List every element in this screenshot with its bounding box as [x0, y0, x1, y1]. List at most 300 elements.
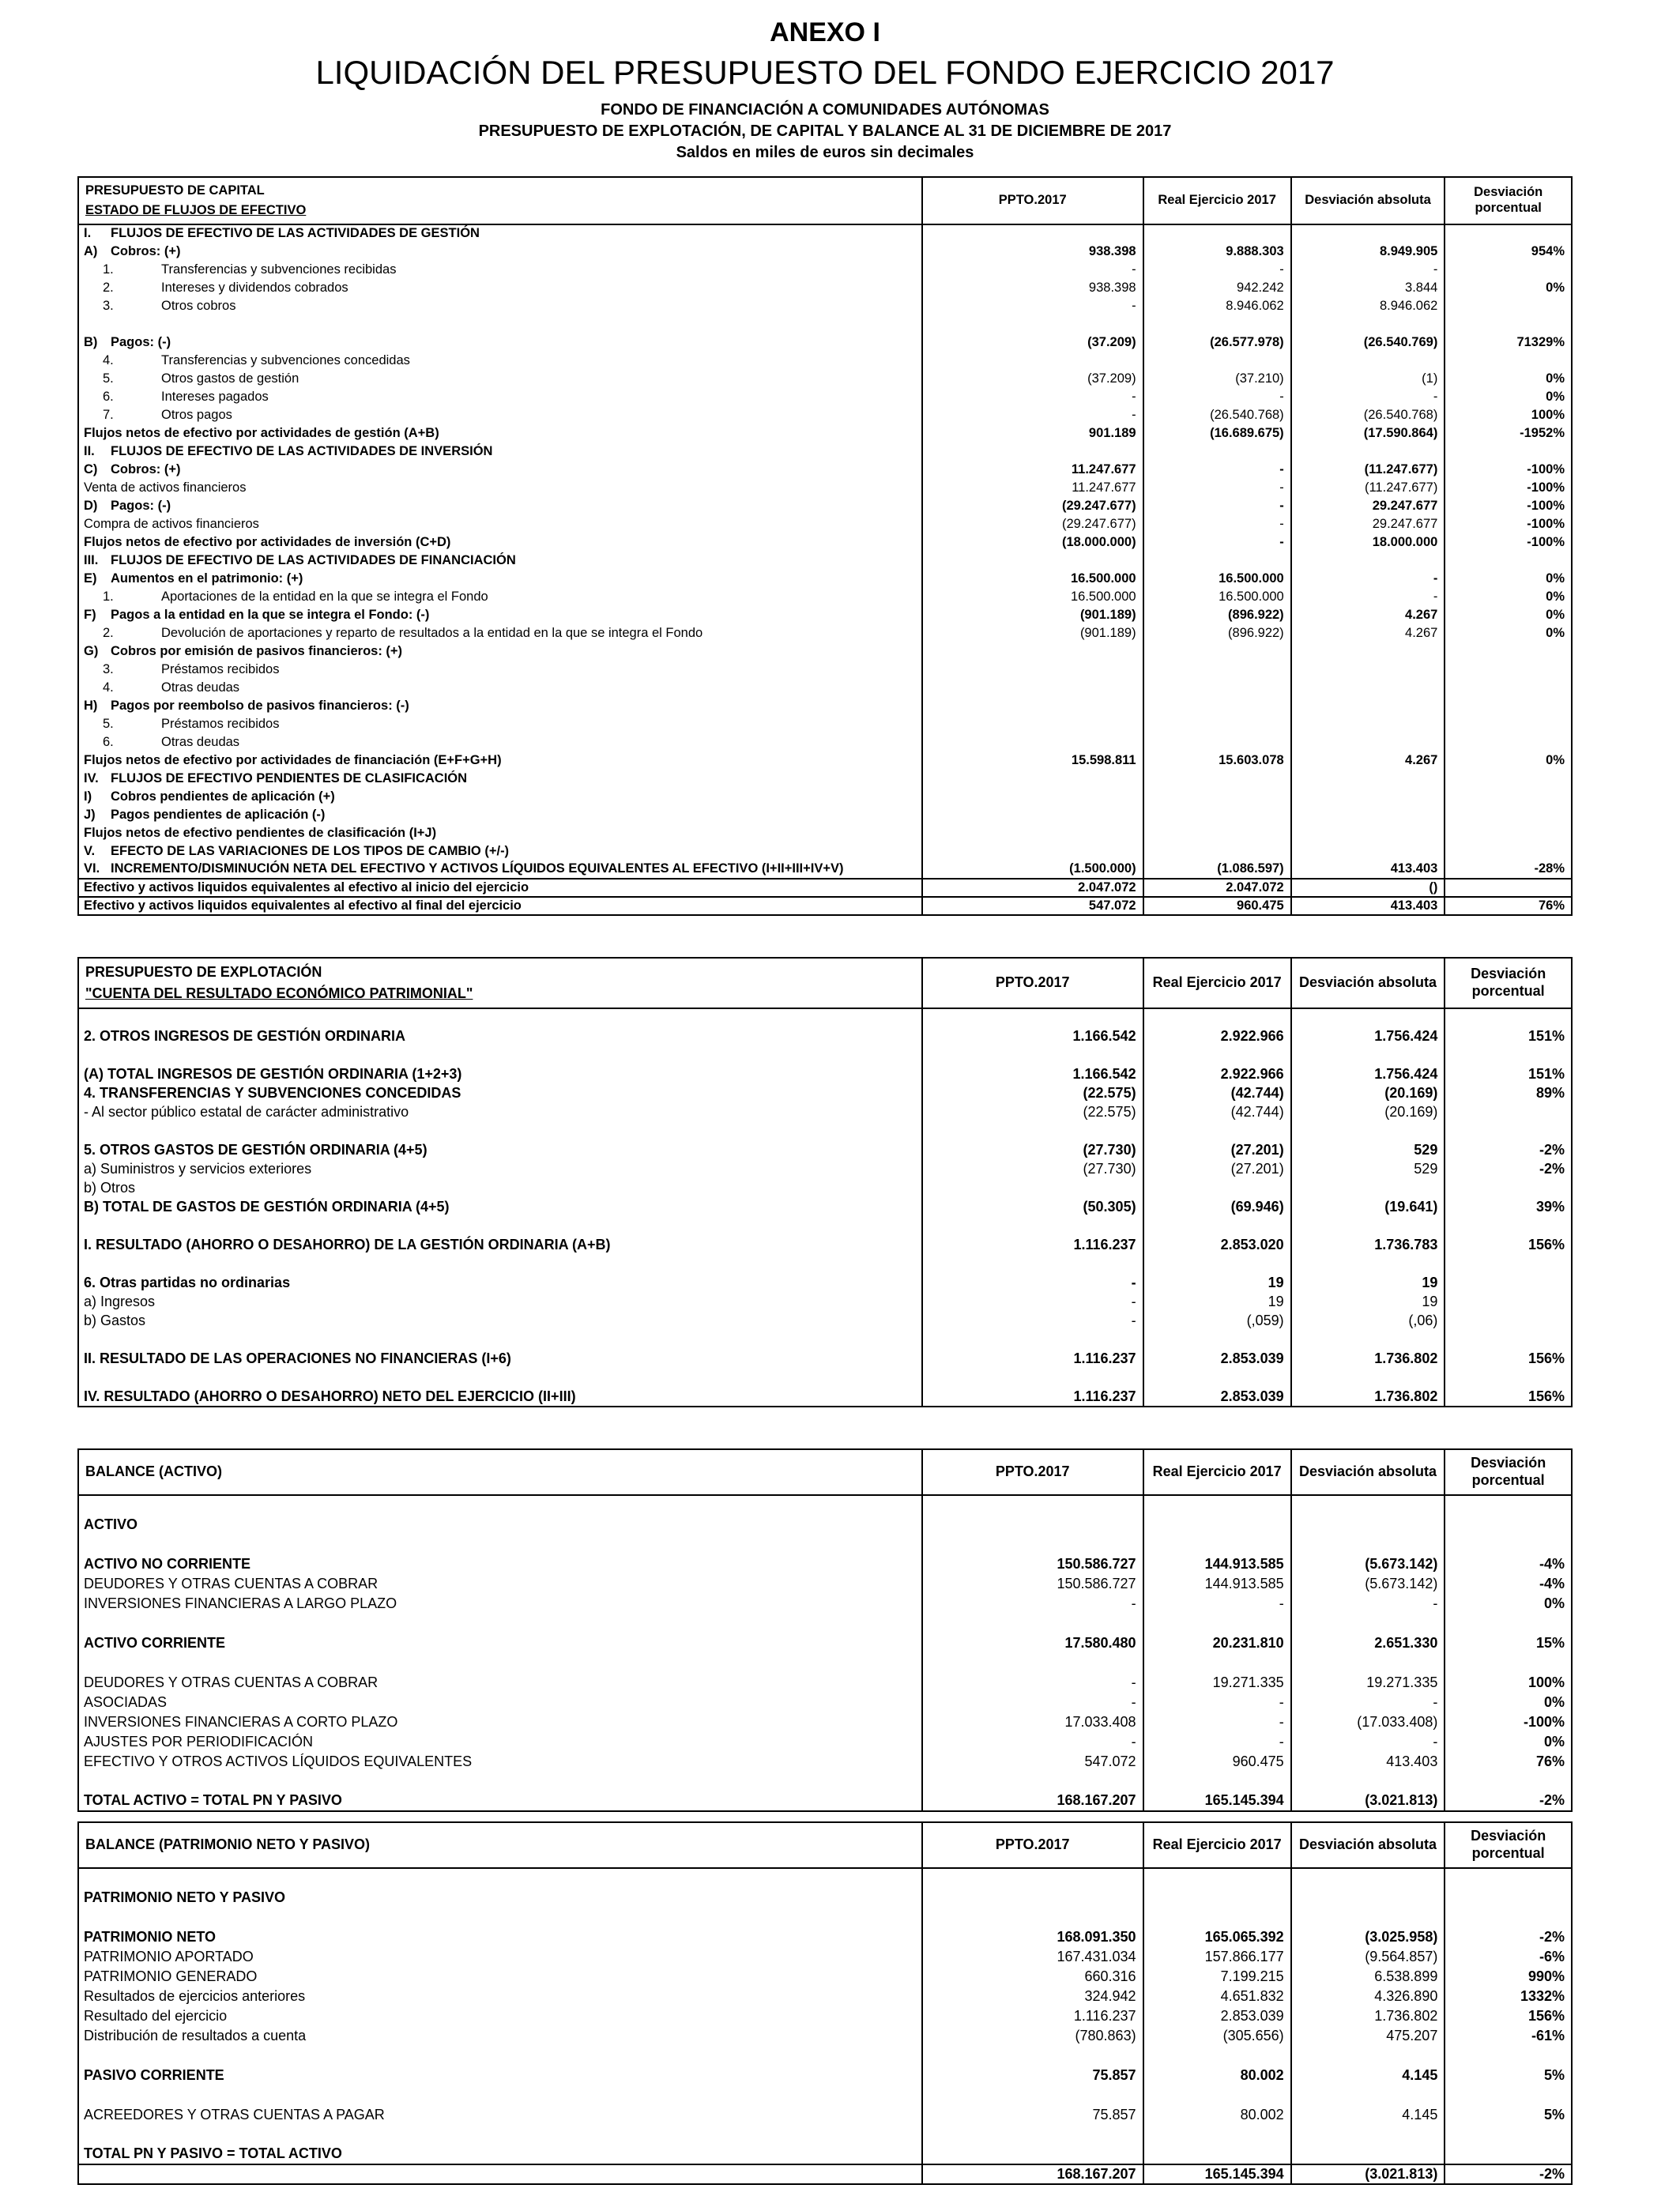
- row-label: [78, 1236, 922, 1255]
- cell-desviacion-porcentual: [1445, 1103, 1572, 1122]
- row-prefix: 4.: [103, 352, 114, 367]
- row-label-text: [84, 1332, 88, 1347]
- row-label-text: - Al sector público estatal de carácter administrativo: [84, 1104, 409, 1120]
- cell-ppto: (37.209): [922, 370, 1143, 388]
- cell-real-ejercicio: (37.210): [1143, 370, 1291, 388]
- table-row: [78, 1312, 1572, 1331]
- cell-desviacion-porcentual: [1445, 2145, 1572, 2164]
- table-row: [78, 824, 1572, 842]
- table-row: [78, 224, 1572, 243]
- cell-desviacion-absoluta: 4.145: [1291, 2066, 1445, 2085]
- table-row: [78, 606, 1572, 624]
- table-row: [78, 624, 1572, 642]
- row-label-text: [84, 1870, 88, 1885]
- row-label: [78, 1712, 922, 1732]
- cell-real-ejercicio: (,059): [1143, 1312, 1291, 1331]
- row-prefix: B): [84, 334, 98, 349]
- cell-desviacion-absoluta: (17.033.408): [1291, 1712, 1445, 1732]
- table-row: [78, 879, 1572, 897]
- cell-desviacion-absoluta: (20.169): [1291, 1084, 1445, 1103]
- cell-desviacion-absoluta: [1291, 679, 1445, 697]
- document-page: [77, 0, 1573, 2196]
- spacer-row: [78, 1331, 1572, 1350]
- cell-desviacion-absoluta: (11.247.677): [1291, 479, 1445, 497]
- row-prefix: A): [84, 243, 98, 258]
- row-prefix: 2.: [103, 625, 114, 640]
- cell-ppto: [922, 224, 1143, 243]
- cell-desviacion-absoluta: [1291, 1008, 1445, 1027]
- cell-ppto: 938.398: [922, 279, 1143, 297]
- row-label-text: [84, 317, 88, 331]
- cell-desviacion-absoluta: 529: [1291, 1141, 1445, 1160]
- cell-desviacion-absoluta: [1291, 806, 1445, 824]
- spacer-row: [78, 1908, 1572, 1927]
- cell-real-ejercicio: [1143, 1369, 1291, 1388]
- cell-desviacion-absoluta: [1291, 824, 1445, 842]
- cell-real-ejercicio: [1143, 679, 1291, 697]
- cell-desviacion-absoluta: 8.949.905: [1291, 243, 1445, 261]
- cell-desviacion-porcentual: 954%: [1445, 243, 1572, 261]
- cell-desviacion-absoluta: [1291, 2145, 1445, 2164]
- table-row: [78, 1712, 1572, 1732]
- row-label: [78, 315, 922, 333]
- cell-ppto: 1.116.237: [922, 2006, 1143, 2026]
- cell-real-ejercicio: (16.689.675): [1143, 424, 1291, 443]
- cell-desviacion-porcentual: 0%: [1445, 1693, 1572, 1712]
- cell-real-ejercicio: (42.744): [1143, 1084, 1291, 1103]
- row-label-text: Pagos por reembolso de pasivos financieros: (-): [111, 698, 409, 713]
- table-row: [78, 1515, 1572, 1535]
- cell-desviacion-absoluta: [1291, 315, 1445, 333]
- cell-desviacion-porcentual: [1445, 261, 1572, 279]
- cell-real-ejercicio: 2.853.020: [1143, 1236, 1291, 1255]
- table-row: [78, 297, 1572, 315]
- cell-desviacion-absoluta: 8.946.062: [1291, 297, 1445, 315]
- cell-ppto: 1.166.542: [922, 1065, 1143, 1084]
- header-row: [78, 1449, 1572, 1495]
- column-header: PPTO.2017: [922, 1822, 1143, 1868]
- row-prefix: 5.: [103, 371, 114, 386]
- cell-desviacion-porcentual: 156%: [1445, 1388, 1572, 1407]
- cell-desviacion-porcentual: 0%: [1445, 1594, 1572, 1614]
- table-row: [78, 1987, 1572, 2006]
- cell-desviacion-porcentual: -100%: [1445, 515, 1572, 533]
- row-label-text: DEUDORES Y OTRAS CUENTAS A COBRAR: [84, 1674, 379, 1690]
- row-label: [78, 697, 922, 715]
- cell-ppto: [922, 1888, 1143, 1908]
- row-label-text: PATRIMONIO NETO: [84, 1928, 217, 1945]
- cell-desviacion-porcentual: -6%: [1445, 1947, 1572, 1967]
- cell-desviacion-porcentual: 15%: [1445, 1633, 1572, 1653]
- cell-desviacion-porcentual: -28%: [1445, 861, 1572, 879]
- row-label: [78, 588, 922, 606]
- row-label-text: [84, 1536, 88, 1552]
- cell-desviacion-absoluta: [1291, 1179, 1445, 1198]
- row-prefix: E): [84, 571, 97, 586]
- row-label-text: PATRIMONIO NETO Y PASIVO: [84, 1889, 286, 1905]
- row-label: [78, 515, 922, 533]
- row-label: [78, 2164, 922, 2184]
- row-label: [78, 388, 922, 406]
- cell-ppto: (27.730): [922, 1141, 1143, 1160]
- row-label: [78, 842, 922, 861]
- row-label-text: ACTIVO: [84, 1516, 138, 1532]
- spacer-row: [78, 315, 1572, 333]
- row-label: [78, 2066, 922, 2085]
- cell-desviacion-porcentual: 0%: [1445, 588, 1572, 606]
- cell-desviacion-porcentual: -2%: [1445, 2164, 1572, 2184]
- cell-ppto: [922, 1008, 1143, 1027]
- cell-real-ejercicio: [1143, 1495, 1291, 1515]
- cell-ppto: [922, 661, 1143, 679]
- row-prefix: 6.: [103, 734, 114, 749]
- cell-ppto: (780.863): [922, 2026, 1143, 2046]
- cell-desviacion-porcentual: 0%: [1445, 606, 1572, 624]
- table-row: [78, 1554, 1572, 1574]
- cell-desviacion-porcentual: [1445, 1515, 1572, 1535]
- row-label: [78, 1614, 922, 1633]
- row-label-text: PATRIMONIO APORTADO: [84, 1948, 254, 1964]
- row-label: [78, 861, 922, 879]
- cell-real-ejercicio: [1143, 715, 1291, 733]
- table-row: [78, 1594, 1572, 1614]
- row-label: [78, 1772, 922, 1791]
- cell-desviacion-absoluta: 529: [1291, 1160, 1445, 1179]
- row-label-text: Distribución de resultados a cuenta: [84, 2027, 307, 2043]
- cell-desviacion-porcentual: [1445, 806, 1572, 824]
- cell-desviacion-absoluta: [1291, 661, 1445, 679]
- row-label: [78, 370, 922, 388]
- cell-ppto: [922, 642, 1143, 661]
- cell-desviacion-absoluta: 1.756.424: [1291, 1065, 1445, 1084]
- row-label: [78, 224, 922, 243]
- row-label-text: FLUJOS DE EFECTIVO DE LAS ACTIVIDADES DE INVERSIÓN: [111, 443, 493, 458]
- row-label-text: 5. OTROS GASTOS DE GESTIÓN ORDINARIA (4+5): [84, 1142, 428, 1158]
- cell-real-ejercicio: -: [1143, 261, 1291, 279]
- cell-desviacion-absoluta: 1.756.424: [1291, 1027, 1445, 1046]
- row-label-text: ACTIVO CORRIENTE: [84, 1634, 226, 1651]
- cell-desviacion-absoluta: 1.736.802: [1291, 1350, 1445, 1369]
- cell-real-ejercicio: 4.651.832: [1143, 1987, 1291, 2006]
- cell-ppto: 11.247.677: [922, 479, 1143, 497]
- cell-desviacion-absoluta: 1.736.783: [1291, 1236, 1445, 1255]
- cell-desviacion-absoluta: -: [1291, 261, 1445, 279]
- cell-desviacion-absoluta: 4.326.890: [1291, 1987, 1445, 2006]
- row-label-text: Cobros pendientes de aplicación (+): [111, 789, 335, 804]
- table-row: [78, 388, 1572, 406]
- spacer-row: [78, 1614, 1572, 1633]
- cell-real-ejercicio: 19: [1143, 1274, 1291, 1293]
- cell-desviacion-porcentual: [1445, 697, 1572, 715]
- cell-ppto: 168.167.207: [922, 1791, 1143, 1811]
- row-label: [78, 1967, 922, 1987]
- cell-ppto: [922, 552, 1143, 570]
- cell-ppto: [922, 352, 1143, 370]
- row-label-text: [84, 2126, 88, 2142]
- cell-ppto: 2.047.072: [922, 879, 1143, 897]
- column-header: Desviación absoluta: [1291, 177, 1445, 224]
- spacer-row: [78, 2085, 1572, 2105]
- cell-desviacion-absoluta: [1291, 2085, 1445, 2105]
- cell-desviacion-absoluta: [1291, 1653, 1445, 1673]
- cell-desviacion-porcentual: [1445, 443, 1572, 461]
- row-prefix: 1.: [103, 589, 114, 604]
- row-label-text: Resultados de ejercicios anteriores: [84, 1987, 306, 2004]
- row-prefix: 3.: [103, 661, 114, 676]
- cell-desviacion-absoluta: 413.403: [1291, 897, 1445, 915]
- cell-ppto: [922, 443, 1143, 461]
- table-row: [78, 1633, 1572, 1653]
- cell-desviacion-absoluta: (5.673.142): [1291, 1574, 1445, 1594]
- cell-real-ejercicio: 80.002: [1143, 2066, 1291, 2085]
- cell-desviacion-absoluta: 3.844: [1291, 279, 1445, 297]
- cell-desviacion-porcentual: -100%: [1445, 479, 1572, 497]
- row-label-text: II. RESULTADO DE LAS OPERACIONES NO FINANCIERAS (I+6): [84, 1350, 511, 1366]
- cell-desviacion-porcentual: [1445, 315, 1572, 333]
- cell-desviacion-absoluta: 29.247.677: [1291, 515, 1445, 533]
- cell-desviacion-porcentual: [1445, 1535, 1572, 1554]
- row-label: [78, 570, 922, 588]
- table-row: [78, 679, 1572, 697]
- cell-desviacion-absoluta: 1.736.802: [1291, 2006, 1445, 2026]
- cell-real-ejercicio: (69.946): [1143, 1198, 1291, 1217]
- column-header: Real Ejercicio 2017: [1143, 1822, 1291, 1868]
- row-label: [78, 1141, 922, 1160]
- table-row: [78, 1236, 1572, 1255]
- cell-desviacion-absoluta: (17.590.864): [1291, 424, 1445, 443]
- table-row: [78, 697, 1572, 715]
- row-label-text: ASOCIADAS: [84, 1693, 168, 1710]
- cell-ppto: [922, 1614, 1143, 1633]
- cell-ppto: -: [922, 1594, 1143, 1614]
- table-row: [78, 1160, 1572, 1179]
- row-label-text: FLUJOS DE EFECTIVO PENDIENTES DE CLASIFICACIÓN: [111, 770, 468, 785]
- row-prefix: VI.: [84, 861, 100, 876]
- cell-desviacion-absoluta: 18.000.000: [1291, 533, 1445, 552]
- cell-ppto: [922, 1179, 1143, 1198]
- cell-ppto: [922, 2046, 1143, 2066]
- cell-desviacion-porcentual: [1445, 879, 1572, 897]
- cell-ppto: 167.431.034: [922, 1947, 1143, 1967]
- cell-real-ejercicio: [1143, 770, 1291, 788]
- row-label-text: FLUJOS DE EFECTIVO DE LAS ACTIVIDADES DE GESTIÓN: [111, 226, 480, 240]
- cell-desviacion-absoluta: -: [1291, 388, 1445, 406]
- cell-desviacion-absoluta: [1291, 1495, 1445, 1515]
- row-prefix: III.: [84, 552, 99, 567]
- cell-real-ejercicio: 7.199.215: [1143, 1967, 1291, 1987]
- row-label: [78, 1908, 922, 1927]
- cell-real-ejercicio: [1143, 1255, 1291, 1274]
- cell-real-ejercicio: [1143, 1908, 1291, 1927]
- column-header: Desviación absoluta: [1291, 1449, 1445, 1495]
- cell-desviacion-porcentual: -4%: [1445, 1554, 1572, 1574]
- row-label: [78, 1947, 922, 1967]
- cell-desviacion-porcentual: 0%: [1445, 624, 1572, 642]
- row-label: [78, 1732, 922, 1752]
- row-label: [78, 1217, 922, 1236]
- table-row: [78, 1274, 1572, 1293]
- row-label-text: Intereses y dividendos cobrados: [161, 280, 348, 295]
- row-prefix: 3.: [103, 298, 114, 313]
- row-label-text: [84, 1123, 88, 1139]
- row-label-text: Otras deudas: [161, 734, 240, 749]
- cell-desviacion-absoluta: [1291, 788, 1445, 806]
- table-row: [78, 806, 1572, 824]
- table-row: [78, 515, 1572, 533]
- cell-real-ejercicio: [1143, 315, 1291, 333]
- cell-desviacion-porcentual: [1445, 824, 1572, 842]
- cell-desviacion-absoluta: (): [1291, 879, 1445, 897]
- row-label: [78, 1312, 922, 1331]
- cell-ppto: [922, 1217, 1143, 1236]
- cell-desviacion-porcentual: 0%: [1445, 279, 1572, 297]
- row-label-text: Otras deudas: [161, 680, 240, 695]
- cell-desviacion-absoluta: (11.247.677): [1291, 461, 1445, 479]
- cell-desviacion-porcentual: [1445, 1369, 1572, 1388]
- cell-real-ejercicio: -: [1143, 1693, 1291, 1712]
- cell-desviacion-porcentual: 5%: [1445, 2066, 1572, 2085]
- cell-ppto: [922, 806, 1143, 824]
- row-label: [78, 642, 922, 661]
- row-label: [78, 461, 922, 479]
- row-label: [78, 606, 922, 624]
- row-label-text: [84, 2087, 88, 2103]
- cell-real-ejercicio: [1143, 2145, 1291, 2164]
- row-label: [78, 2105, 922, 2125]
- row-label-text: [84, 1909, 88, 1925]
- row-label: [78, 1388, 922, 1407]
- table-row: [78, 2145, 1572, 2164]
- row-prefix: I): [84, 789, 92, 804]
- cell-ppto: 17.033.408: [922, 1712, 1143, 1732]
- cell-real-ejercicio: (26.540.768): [1143, 406, 1291, 424]
- row-label-text: Venta de activos financieros: [84, 480, 247, 495]
- cell-real-ejercicio: -: [1143, 461, 1291, 479]
- row-label: [78, 897, 922, 915]
- cell-real-ejercicio: 165.145.394: [1143, 1791, 1291, 1811]
- row-prefix: H): [84, 698, 98, 713]
- cell-ppto: [922, 1046, 1143, 1065]
- cell-real-ejercicio: 8.946.062: [1143, 297, 1291, 315]
- row-prefix: J): [84, 807, 96, 822]
- spacer-row: [78, 1008, 1572, 1027]
- row-label-text: EFECTO DE LAS VARIACIONES DE LOS TIPOS DE CAMBIO (+/-): [111, 843, 510, 858]
- cell-desviacion-porcentual: [1445, 2046, 1572, 2066]
- table-activo: [77, 1448, 1573, 1812]
- cell-real-ejercicio: -: [1143, 515, 1291, 533]
- table-row: [78, 279, 1572, 297]
- cell-desviacion-absoluta: [1291, 1331, 1445, 1350]
- row-label: [78, 1369, 922, 1388]
- cell-ppto: (50.305): [922, 1198, 1143, 1217]
- row-label: [78, 1274, 922, 1293]
- row-label: [78, 879, 922, 897]
- row-label-text: INVERSIONES FINANCIERAS A LARGO PLAZO: [84, 1595, 397, 1611]
- cell-real-ejercicio: -: [1143, 388, 1291, 406]
- row-label: [78, 1122, 922, 1141]
- cell-desviacion-porcentual: [1445, 770, 1572, 788]
- cell-desviacion-porcentual: [1445, 661, 1572, 679]
- row-label: [78, 552, 922, 570]
- table-row: [78, 2026, 1572, 2046]
- row-label: [78, 1065, 922, 1084]
- row-label: [78, 624, 922, 642]
- row-label: [78, 1633, 922, 1653]
- cell-desviacion-porcentual: 156%: [1445, 1350, 1572, 1369]
- cell-desviacion-absoluta: 4.267: [1291, 751, 1445, 770]
- row-label-text: Cobros: (+): [111, 461, 181, 476]
- row-label-text: Pagos: (-): [111, 334, 171, 349]
- cell-real-ejercicio: [1143, 1535, 1291, 1554]
- cell-desviacion-absoluta: 19.271.335: [1291, 1673, 1445, 1693]
- cell-real-ejercicio: (896.922): [1143, 606, 1291, 624]
- row-label-text: Otros pagos: [161, 407, 232, 422]
- cell-real-ejercicio: 165.145.394: [1143, 2164, 1291, 2184]
- row-label-text: Flujos netos de efectivo por actividades de gestión (A+B): [84, 425, 439, 440]
- table-title: BALANCE (PATRIMONIO NETO Y PASIVO): [78, 1822, 922, 1868]
- table-row: [78, 2066, 1572, 2085]
- row-label-text: TOTAL PN Y PASIVO = TOTAL ACTIVO: [84, 2145, 342, 2161]
- row-label: [78, 661, 922, 679]
- row-prefix: 6.: [103, 389, 114, 404]
- cell-real-ejercicio: [1143, 1046, 1291, 1065]
- row-label: [78, 497, 922, 515]
- cell-desviacion-porcentual: -100%: [1445, 533, 1572, 552]
- table-row: [78, 570, 1572, 588]
- cell-ppto: 547.072: [922, 1752, 1143, 1772]
- cell-ppto: [922, 1908, 1143, 1927]
- cell-ppto: [922, 1122, 1143, 1141]
- cell-desviacion-absoluta: [1291, 1515, 1445, 1535]
- cell-desviacion-porcentual: [1445, 2085, 1572, 2105]
- cell-real-ejercicio: (896.922): [1143, 624, 1291, 642]
- row-label: [78, 2145, 922, 2164]
- cell-ppto: 150.586.727: [922, 1574, 1143, 1594]
- cell-desviacion-porcentual: 156%: [1445, 2006, 1572, 2026]
- cell-real-ejercicio: 960.475: [1143, 1752, 1291, 1772]
- cell-desviacion-absoluta: [1291, 770, 1445, 788]
- cell-ppto: [922, 2145, 1143, 2164]
- cell-desviacion-absoluta: 4.267: [1291, 624, 1445, 642]
- row-prefix: 4.: [103, 680, 114, 695]
- table-row: [78, 1673, 1572, 1693]
- page-title: LIQUIDACIÓN DEL PRESUPUESTO DEL FONDO EJERCICIO 2017: [315, 54, 1335, 91]
- cell-ppto: [922, 679, 1143, 697]
- table-row: [78, 1293, 1572, 1312]
- table-resultado: [77, 957, 1573, 1407]
- table-row: [78, 2006, 1572, 2026]
- cell-ppto: [922, 697, 1143, 715]
- cell-ppto: 11.247.677: [922, 461, 1143, 479]
- cell-desviacion-porcentual: 156%: [1445, 1236, 1572, 1255]
- row-label-text: 4. TRANSFERENCIAS Y SUBVENCIONES CONCEDIDAS: [84, 1085, 461, 1101]
- cell-real-ejercicio: [1143, 2085, 1291, 2105]
- row-label: [78, 479, 922, 497]
- cell-ppto: [922, 733, 1143, 751]
- spacer-row: [78, 1653, 1572, 1673]
- cell-desviacion-porcentual: 76%: [1445, 1752, 1572, 1772]
- cell-desviacion-absoluta: [1291, 1217, 1445, 1236]
- cell-desviacion-absoluta: [1291, 552, 1445, 570]
- cell-real-ejercicio: 144.913.585: [1143, 1554, 1291, 1574]
- cell-ppto: (29.247.677): [922, 497, 1143, 515]
- spacer-row: [78, 2125, 1572, 2145]
- row-label-text: EFECTIVO Y OTROS ACTIVOS LÍQUIDOS EQUIVALENTES: [84, 1753, 473, 1769]
- row-label: [78, 1331, 922, 1350]
- row-label-text: Otros gastos de gestión: [161, 371, 299, 386]
- row-label-text: [84, 1256, 88, 1271]
- cell-desviacion-absoluta: (3.025.958): [1291, 1927, 1445, 1947]
